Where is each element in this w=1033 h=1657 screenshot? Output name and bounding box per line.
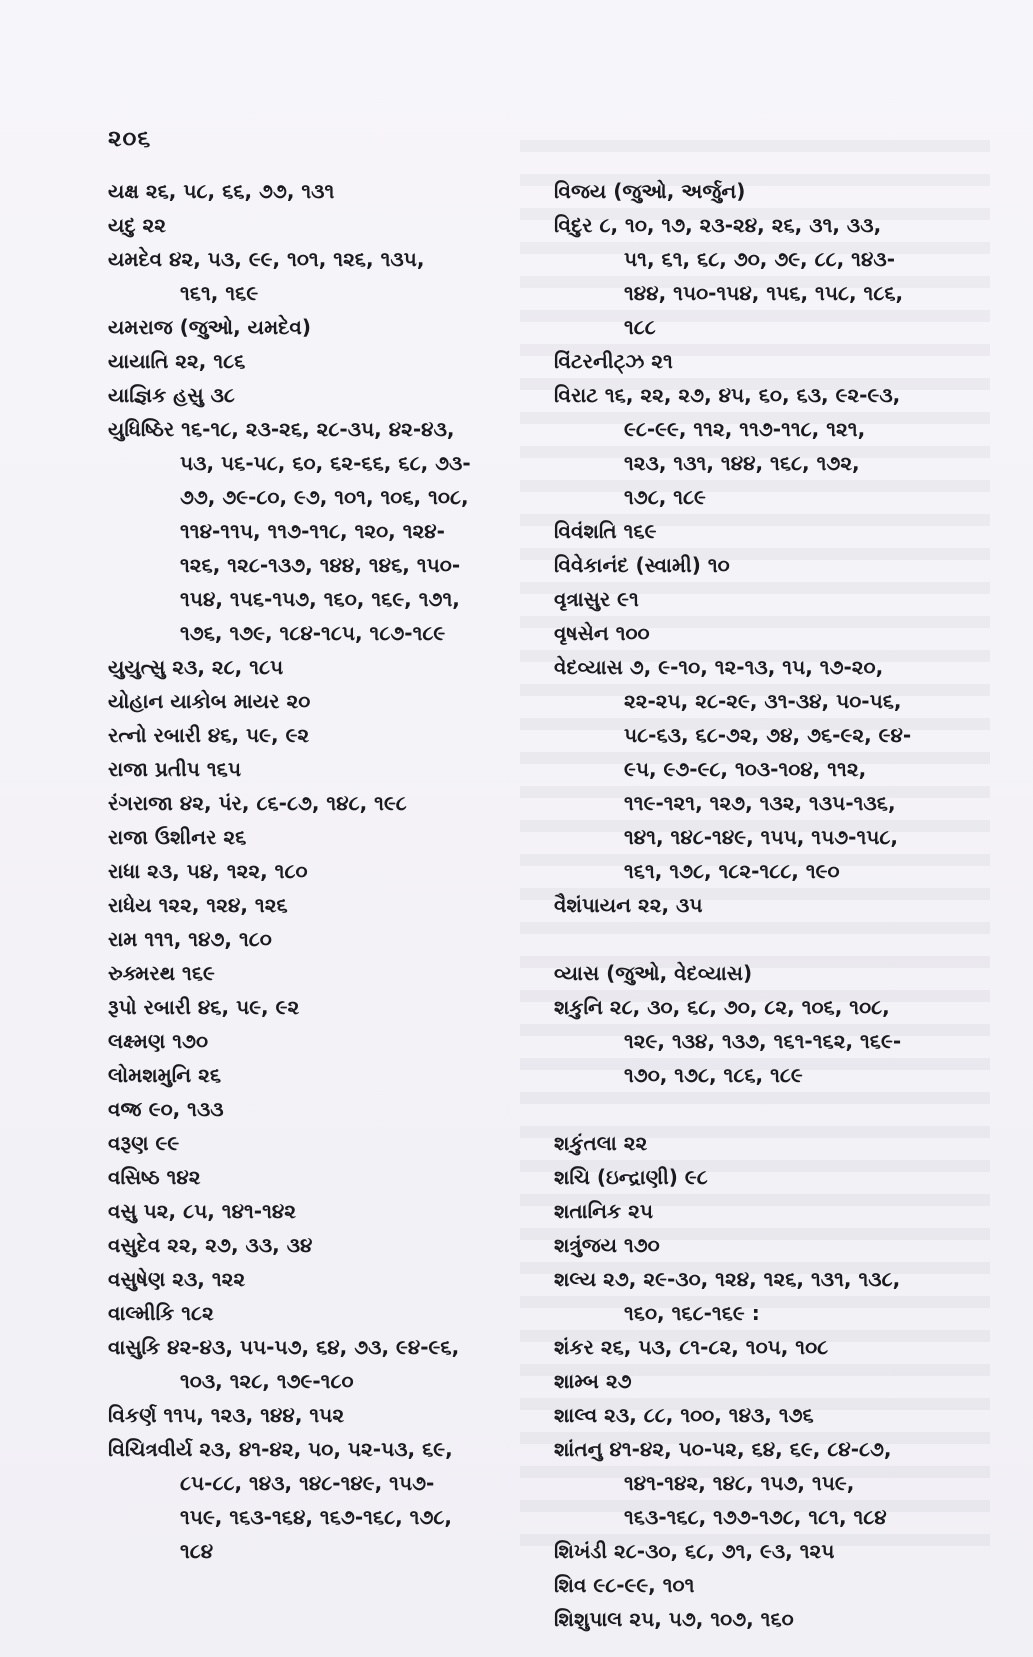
index-entry-heading: વસુષેણ ૨૩, ૧૨૨ (108, 1267, 246, 1291)
index-entry (554, 1126, 974, 1160)
index-entry-heading: શામ્બ ૨૭ (554, 1369, 632, 1393)
index-entry (108, 1194, 528, 1228)
index-entry-heading: યોહાન યાકોબ માયર ૨૦ (108, 689, 311, 713)
index-entry-continuation: ૧૫૯, ૧૬૩-૧૬૪, ૧૬૭-૧૬૮, ૧૭૮, (180, 1505, 452, 1529)
index-entry-heading: રાધા ૨૩, ૫૪, ૧૨૨, ૧૮૦ (108, 859, 308, 883)
index-entry-continuation: ૧૪૪, ૧૫૦-૧૫૪, ૧૫૬, ૧૫૮, ૧૮૬, (624, 281, 904, 305)
index-entry (108, 820, 528, 854)
index-entry (554, 378, 974, 514)
index-entry-heading: યમદેવ ૪૨, ૫૩, ૯૯, ૧૦૧, ૧૨૬, ૧૩૫, (108, 247, 425, 271)
index-entry (108, 786, 528, 820)
index-entry-heading: વિરાટ ૧૬, ૨૨, ૨૭, ૪૫, ૬૦, ૬૩, ૯૨-૯૩, (554, 383, 901, 407)
index-entry (108, 208, 528, 242)
index-entry (108, 1432, 528, 1568)
index-entry-continuation: ૧૭૮, ૧૮૯ (624, 485, 706, 509)
index-entry-heading: યુયુત્સુ ૨૩, ૨૮, ૧૮૫ (108, 655, 284, 679)
index-column-right (554, 174, 974, 1636)
index-entry-heading: વિંટરનીટ્ઝ ૨૧ (554, 349, 673, 373)
page-number: ૨૦૬ (108, 126, 152, 152)
index-entry (108, 1024, 528, 1058)
index-entry-continuation: ૧૨૯, ૧૩૪, ૧૩૭, ૧૬૧-૧૬૨, ૧૬૯- (624, 1029, 902, 1053)
index-entry (554, 1160, 974, 1194)
index-entry-continuation: ૧૧૯-૧૨૧, ૧૨૭, ૧૩૨, ૧૩૫-૧૩૬, (624, 791, 896, 815)
index-entry-heading: શાંતનુ ૪૧-૪૨, ૫૦-૫૨, ૬૪, ૬૯, ૮૪-૮૭, (554, 1437, 892, 1461)
index-entry-heading: રૂપો રબારી ૪૬, ૫૯, ૯૨ (108, 995, 300, 1019)
index-entry-continuation: ૯૮-૯૯, ૧૧૨, ૧૧૭-૧૧૮, ૧૨૧, (624, 417, 866, 441)
index-entry-continuation: ૧૮૪ (180, 1539, 214, 1563)
index-entry (554, 616, 974, 650)
index-entry-heading: વરૂણ ૯૯ (108, 1131, 180, 1155)
index-entry (554, 582, 974, 616)
index-entry-heading: લક્ષ્મણ ૧૭૦ (108, 1029, 208, 1053)
index-entry (108, 1058, 528, 1092)
index-entry-continuation: ૭૭, ૭૯-૮૦, ૯૭, ૧૦૧, ૧૦૬, ૧૦૮, (180, 485, 469, 509)
index-entry (108, 956, 528, 990)
index-entry-heading: શિવ ૯૮-૯૯, ૧૦૧ (554, 1573, 695, 1597)
index-entry (108, 990, 528, 1024)
index-entry (108, 1228, 528, 1262)
index-entry (554, 1364, 974, 1398)
index-entry-heading: શતાનિક ૨૫ (554, 1199, 653, 1223)
index-entry-continuation: ૧૨૬, ૧૨૮-૧૩૭, ૧૪૪, ૧૪૬, ૧૫૦- (180, 553, 461, 577)
index-column-left (108, 174, 528, 1568)
index-entry (554, 990, 974, 1092)
index-entry (108, 718, 528, 752)
index-entry-heading: રાજા ઉશીનર ૨૬ (108, 825, 247, 849)
index-entry-continuation: ૧૬૦, ૧૬૮-૧૬૯ : (624, 1301, 760, 1325)
index-entry-heading: વૃષસેન ૧૦૦ (554, 621, 650, 645)
index-entry-heading: યાજ્ઞિક હસુ ૩૮ (108, 383, 235, 407)
index-entry-continuation: ૧૦૩, ૧૨૮, ૧૭૯-૧૮૦ (180, 1369, 354, 1393)
index-entry-continuation: ૧૮૮ (624, 315, 656, 339)
index-entry-heading: વિજય (જુઓ, અર્જુન) (554, 179, 746, 203)
index-entry-continuation: ૧૭૦, ૧૭૮, ૧૮૬, ૧૮૯ (624, 1063, 803, 1087)
index-entry (554, 1602, 974, 1636)
index-entry (108, 1296, 528, 1330)
index-entry (108, 1126, 528, 1160)
index-entry-continuation: ૮૫-૮૮, ૧૪૩, ૧૪૮-૧૪૯, ૧૫૭- (180, 1471, 435, 1495)
index-entry (108, 242, 528, 310)
index-entry (108, 174, 528, 208)
index-entry-heading: વજ્ર ૯૦, ૧૩૩ (108, 1097, 224, 1121)
index-entry-continuation: ૫૧, ૬૧, ૬૮, ૭૦, ૭૯, ૮૮, ૧૪૩- (624, 247, 896, 271)
index-entry-heading: લોમશમુનિ ૨૬ (108, 1063, 222, 1087)
entry-gap (554, 1092, 974, 1126)
index-entry (108, 752, 528, 786)
index-entry-heading: શત્રુંજય ૧૭૦ (554, 1233, 660, 1257)
index-entry-heading: રુક્મરથ ૧૬૯ (108, 961, 215, 985)
index-entry (554, 1194, 974, 1228)
index-entry-heading: વસુદેવ ૨૨, ૨૭, ૩૩, ૩૪ (108, 1233, 313, 1257)
index-entry-heading: વાલ્મીકિ ૧૮૨ (108, 1301, 214, 1325)
index-entry-heading: વિકર્ણ ૧૧૫, ૧૨૩, ૧૪૪, ૧૫૨ (108, 1403, 345, 1427)
index-entry-continuation: ૧૪૧-૧૪૨, ૧૪૮, ૧૫૭, ૧૫૯, (624, 1471, 855, 1495)
index-entry (108, 412, 528, 650)
index-entry-continuation: ૧૬૧, ૧૬૯ (180, 281, 259, 305)
index-entry (554, 1330, 974, 1364)
index-entry-heading: વસુ ૫૨, ૮૫, ૧૪૧-૧૪૨ (108, 1199, 297, 1223)
index-entry-heading: યદુ ૨૨ (108, 213, 167, 237)
index-entry (108, 344, 528, 378)
index-entry-heading: વૃત્રાસુર ૯૧ (554, 587, 639, 611)
index-entry (554, 174, 974, 208)
entry-gap (554, 922, 974, 956)
index-entry-heading: રામ ૧૧૧, ૧૪૭, ૧૮૦ (108, 927, 272, 951)
index-entry-heading: શાલ્વ ૨૩, ૮૮, ૧૦૦, ૧૪૩, ૧૭૬ (554, 1403, 814, 1427)
index-entry (108, 1398, 528, 1432)
index-entry-heading: શિશુપાલ ૨૫, ૫૭, ૧૦૭, ૧૬૦ (554, 1607, 794, 1631)
index-entry (554, 548, 974, 582)
index-entry-continuation: ૧૬૩-૧૬૮, ૧૭૭-૧૭૮, ૧૮૧, ૧૮૪ (624, 1505, 887, 1529)
index-entry-heading: વ્યાસ (જુઓ, વેદવ્યાસ) (554, 961, 753, 985)
index-entry-continuation: ૨૨-૨૫, ૨૮-૨૯, ૩૧-૩૪, ૫૦-૫૬, (624, 689, 902, 713)
index-entry-heading: વિદુર ૮, ૧૦, ૧૭, ૨૩-૨૪, ૨૬, ૩૧, ૩૩, (554, 213, 882, 237)
index-entry-continuation: ૧૫૪, ૧૫૬-૧૫૭, ૧૬૦, ૧૬૯, ૧૭૧, (180, 587, 460, 611)
index-entry-continuation: ૧૬૧, ૧૭૮, ૧૮૨-૧૮૮, ૧૯૦ (624, 859, 840, 883)
index-entry-continuation: ૧૪૧, ૧૪૮-૧૪૯, ૧૫૫, ૧૫૭-૧૫૮, (624, 825, 898, 849)
index-entry-heading: શંકર ૨૬, ૫૩, ૮૧-૮૨, ૧૦૫, ૧૦૮ (554, 1335, 829, 1359)
index-entry-heading: શકુંતલા ૨૨ (554, 1131, 648, 1155)
index-entry-heading: શકુનિ ૨૮, ૩૦, ૬૮, ૭૦, ૮૨, ૧૦૬, ૧૦૮, (554, 995, 890, 1019)
index-entry (108, 854, 528, 888)
index-entry-continuation: ૧૨૩, ૧૩૧, ૧૪૪, ૧૬૮, ૧૭૨, (624, 451, 860, 475)
index-entry (108, 922, 528, 956)
index-entry (554, 1262, 974, 1330)
index-entry-heading: યુધિષ્ઠિર ૧૬-૧૮, ૨૩-૨૬, ૨૮-૩૫, ૪૨-૪૩, (108, 417, 455, 441)
index-entry-continuation: ૧૧૪-૧૧૫, ૧૧૭-૧૧૮, ૧૨૦, ૧૨૪- (180, 519, 445, 543)
index-entry-heading: શિખંડી ૨૮-૩૦, ૬૮, ૭૧, ૯૩, ૧૨૫ (554, 1539, 835, 1563)
index-entry-heading: યક્ષ ૨૬, ૫૮, ૬૬, ૭૭, ૧૩૧ (108, 179, 335, 203)
index-entry (108, 684, 528, 718)
index-entry-heading: વિવેકાનંદ (સ્વામી) ૧૦ (554, 553, 730, 577)
index-entry (554, 956, 974, 990)
index-entry-heading: વેદવ્યાસ ૭, ૯-૧૦, ૧૨-૧૩, ૧૫, ૧૭-૨૦, (554, 655, 884, 679)
index-entry-heading: રાધેય ૧૨૨, ૧૨૪, ૧૨૬ (108, 893, 288, 917)
index-entry (554, 1568, 974, 1602)
index-entry-heading: શલ્ય ૨૭, ૨૯-૩૦, ૧૨૪, ૧૨૬, ૧૩૧, ૧૩૮, (554, 1267, 901, 1291)
index-entry (108, 1262, 528, 1296)
index-entry-heading: વસિષ્ઠ ૧૪૨ (108, 1165, 201, 1189)
index-entry (554, 1398, 974, 1432)
index-entry-heading: વાસુકિ ૪૨-૪૩, ૫૫-૫૭, ૬૪, ૭૩, ૯૪-૯૬, (108, 1335, 460, 1359)
index-entry-heading: રાજા પ્રતીપ ૧૬૫ (108, 757, 241, 781)
index-entry (554, 514, 974, 548)
index-entry-heading: વિવંશતિ ૧૬૯ (554, 519, 657, 543)
index-entry (108, 378, 528, 412)
index-entry (554, 888, 974, 922)
index-entry (108, 1092, 528, 1126)
index-entry-heading: વિચિત્રવીર્ય ૨૩, ૪૧-૪૨, ૫૦, ૫૨-૫૩, ૬૯, (108, 1437, 453, 1461)
index-entry-heading: રત્નો રબારી ૪૬, ૫૯, ૯૨ (108, 723, 310, 747)
index-entry (108, 1330, 528, 1398)
index-entry (108, 888, 528, 922)
index-entry (554, 1228, 974, 1262)
index-entry-continuation: ૫૮-૬૩, ૬૮-૭૨, ૭૪, ૭૬-૯૨, ૯૪- (624, 723, 912, 747)
index-entry-continuation: ૯૫, ૯૭-૯૮, ૧૦૩-૧૦૪, ૧૧૨, (624, 757, 867, 781)
index-entry (554, 208, 974, 344)
index-entry-heading: યમરાજ (જુઓ, યમદેવ) (108, 315, 311, 339)
index-entry-heading: વૈશંપાયન ૨૨, ૩૫ (554, 893, 703, 917)
index-entry-heading: શચિ (ઇન્દ્રાણી) ૯૮ (554, 1165, 708, 1189)
index-entry-heading: રંગરાજા ૪૨, પંર, ૮૬-૮૭, ૧૪૮, ૧૯૮ (108, 791, 407, 815)
index-entry-heading: યાયાતિ ૨૨, ૧૮૬ (108, 349, 246, 373)
index-entry (554, 650, 974, 888)
index-entry (554, 1534, 974, 1568)
index-entry (108, 310, 528, 344)
index-entry (554, 1432, 974, 1534)
index-entry (108, 650, 528, 684)
index-entry-continuation: ૧૭૬, ૧૭૯, ૧૮૪-૧૮૫, ૧૮૭-૧૮૯ (180, 621, 446, 645)
index-entry-continuation: ૫૩, ૫૬-૫૮, ૬૦, ૬૨-૬૬, ૬૮, ૭૩- (180, 451, 471, 475)
index-entry (108, 1160, 528, 1194)
index-entry (554, 344, 974, 378)
